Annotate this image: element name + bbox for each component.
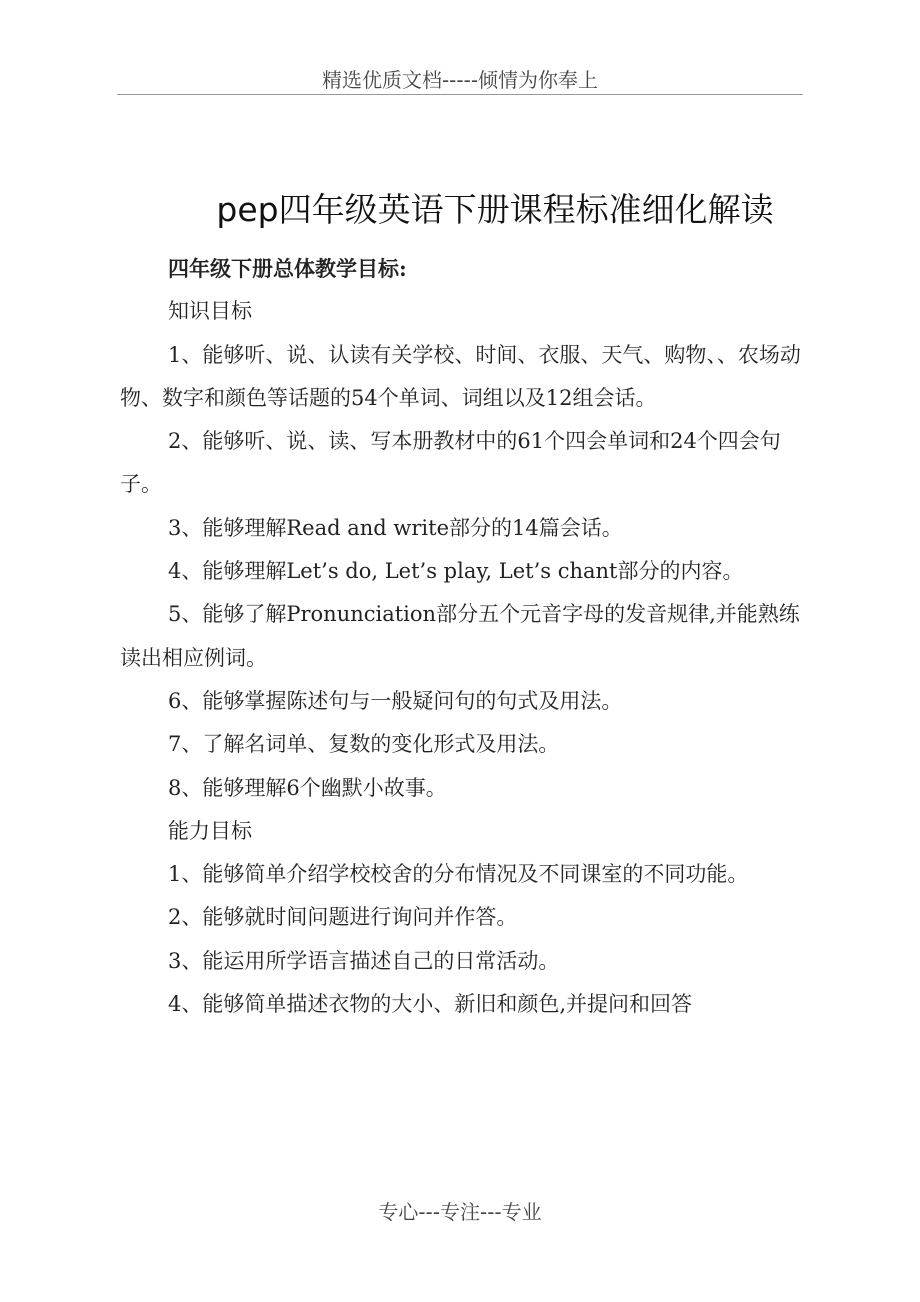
ability-item-2: 2、能够就时间问题进行询问并作答。 — [168, 905, 518, 930]
knowledge-item-5: 5、能够了解Pronunciation部分五个元音字母的发音规律,并能熟练读出相应例词。 — [120, 602, 800, 670]
knowledge-item-1: 1、能够听、说、认读有关学校、时间、衣服、天气、购物、、农场动物、数字和颜色等话题的54个单词、词组以及12组会话。 — [120, 342, 801, 410]
document-title: pep四年级英语下册课程标准细化解读 — [216, 190, 774, 229]
knowledge-item-8: 8、能够理解6个幽默小故事。 — [168, 775, 447, 800]
subheading-ability-goals: 能力目标 — [168, 818, 252, 843]
knowledge-item-6: 6、能够掌握陈述句与一般疑问句的句式及用法。 — [168, 688, 623, 713]
document-body — [120, 247, 810, 1026]
ability-item-1: 1、能够简单介绍学校校舍的分布情况及不同课室的不同功能。 — [168, 862, 749, 887]
page-header: 精选优质文档-----倾情为你奉上 — [321, 68, 599, 92]
knowledge-item-2: 2、能够听、说、读、写本册教材中的61个四会单词和24个四会句子。 — [120, 429, 781, 497]
knowledge-item-3: 3、能够理解Read and write部分的14篇会话。 — [168, 515, 623, 540]
page-footer: 专心---专注---专业 — [378, 1200, 542, 1224]
header-divider — [117, 94, 803, 95]
subheading-knowledge-goals: 知识目标 — [168, 299, 252, 324]
knowledge-item-7: 7、了解名词单、复数的变化形式及用法。 — [168, 732, 560, 757]
ability-item-4: 4、能够简单描述衣物的大小、新旧和颜色,并提问和回答 — [168, 992, 693, 1017]
section-heading-overall-goals: 四年级下册总体教学目标: — [168, 256, 407, 281]
knowledge-item-4: 4、能够理解Let’s do, Let’s play, Let’s chant部分的内容。 — [168, 559, 744, 584]
ability-item-3: 3、能运用所学语言描述自己的日常活动。 — [168, 948, 560, 973]
